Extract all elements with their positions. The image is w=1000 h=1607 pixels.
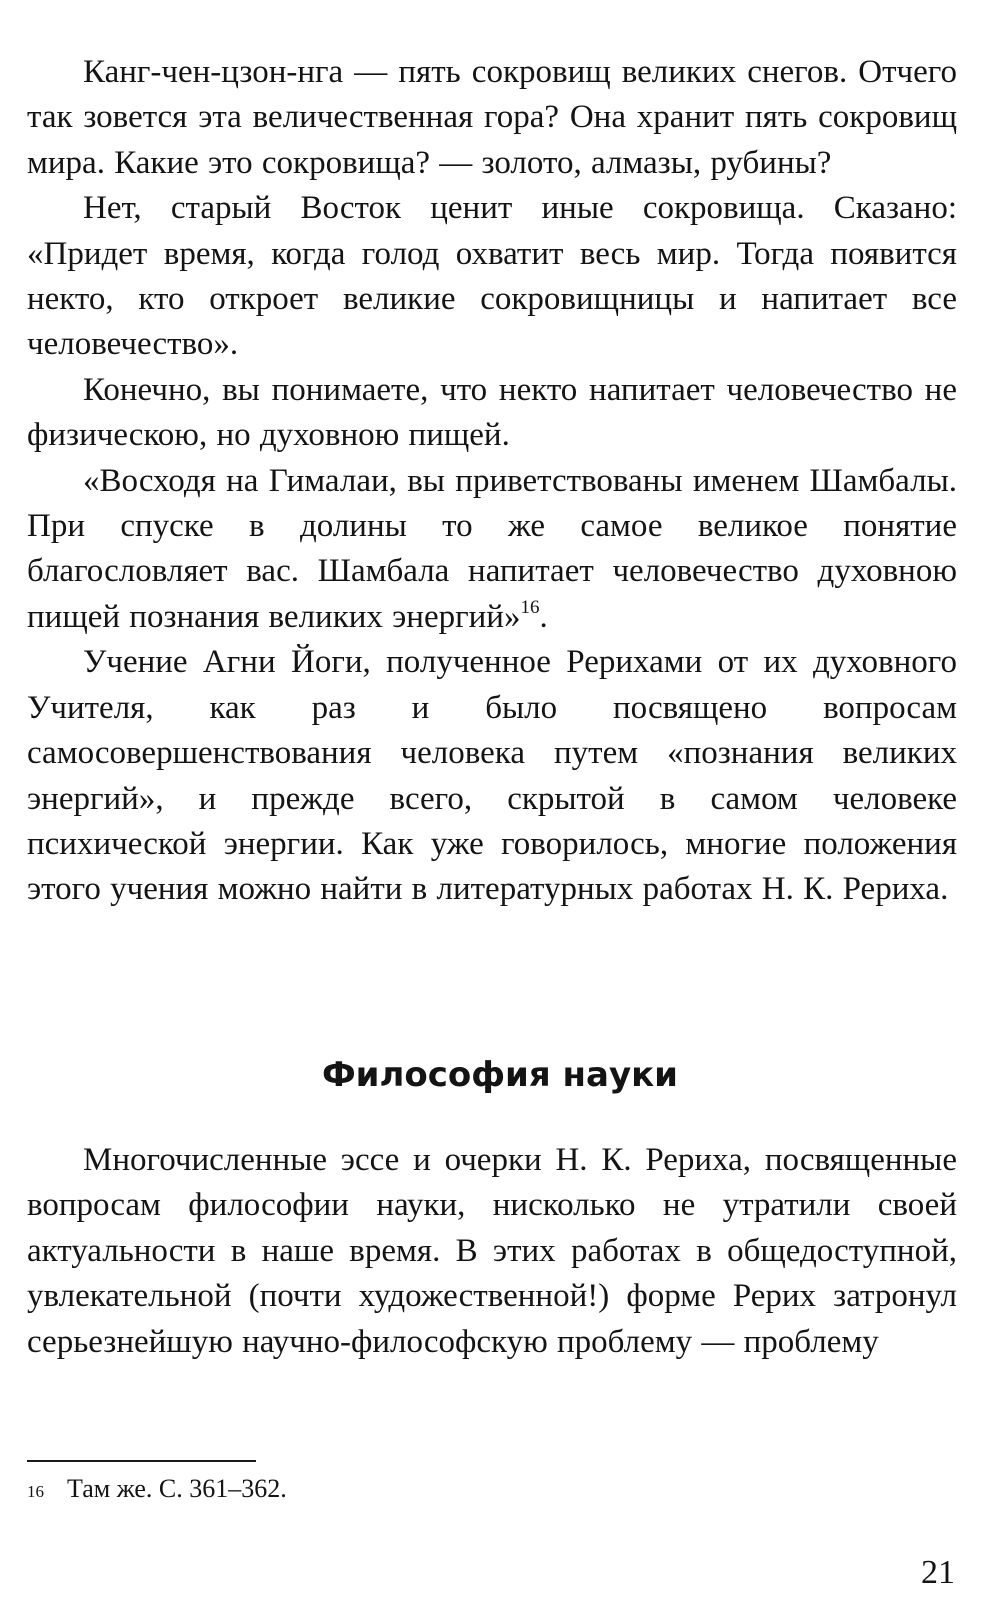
section-paragraph-1: Многочисленные эссе и очерки Н. К. Рериха, посвященные вопросам философии науки, нисколько не утратили своей актуальности в наше время. В этих работах в общедоступной, увлекательной (почти художественной!) форме Рерих затронул серьезнейшую научно-философскую проблему — проблему <box>27 1142 957 1360</box>
footnote-reference[interactable]: 16 <box>520 596 540 618</box>
page-number: 21 <box>921 1554 955 1591</box>
paragraph-4 <box>27 459 957 641</box>
paragraph-5: Учение Агни Йоги, полученное Рерихами от их духовного Учителя, как раз и было посвящено вопросам самосовершенствования человека путем «познания великих энергий», и прежде всего, скрытой в самом человеке психической энергии. Как уже говорилось, многие положения этого учения можно найти в литературных работах Н. К. Рериха. <box>27 644 957 908</box>
section-text <box>27 1138 957 1365</box>
section-heading: Философия науки <box>321 1055 679 1095</box>
footnote-number: 16 <box>27 1482 44 1501</box>
paragraph-1: Канг-чен-цзон-нга — пять сокровищ великих снегов. Отчего так зовется эта величественная гора? Она хранит пять сокровищ мира. Какие это сокровища? — золото, алмазы, рубины? <box>27 54 957 181</box>
quote-text: «Восходя на Гималаи, вы приветствованы именем Шамбалы. При спуске в долины то же самое великое понятие благословляет вас. Шамбала напитает человечество духовною пищей познания великих энергий» <box>27 462 957 635</box>
paragraph-2: Нет, старый Восток ценит иные сокровища. Сказано: «Придет время, когда голод охватит весь мир. Тогда появится некто, кто откроет великие сокровищницы и напитает все человечество». <box>27 190 957 363</box>
paragraph-3: Конечно, вы понимаете, что некто напитает человечество не физическою, но духовною пищей. <box>27 371 957 454</box>
footnote-divider <box>27 1460 256 1462</box>
quote-end-punctuation: . <box>539 598 548 635</box>
footnote-text: Там же. С. 361–362. <box>67 1474 287 1503</box>
footnote <box>27 1472 287 1509</box>
main-text <box>27 50 957 913</box>
